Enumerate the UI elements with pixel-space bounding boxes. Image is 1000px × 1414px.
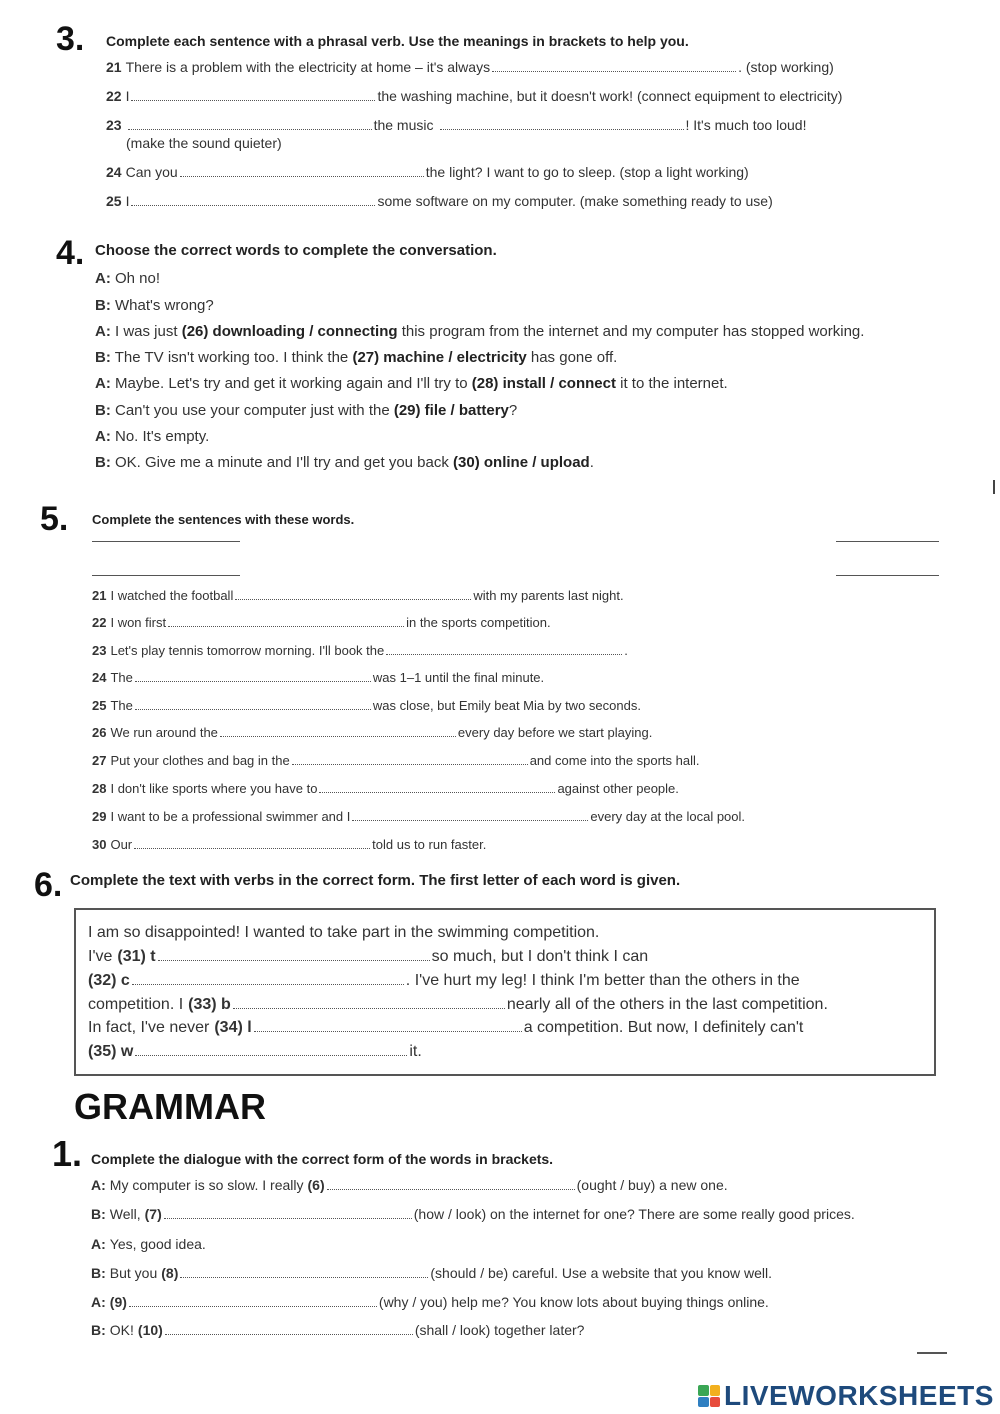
item-number: 21: [106, 59, 122, 75]
text-line: [88, 1019, 803, 1037]
ex5-item-23: [92, 643, 628, 658]
ex5-item-26: [92, 725, 652, 740]
answer-blank-27[interactable]: [292, 753, 528, 765]
logo-text: LIVEWORKSHEETS: [724, 1380, 994, 1411]
item-text-before: Can you: [125, 164, 178, 180]
answer-blank-32[interactable]: [132, 972, 404, 985]
line-text: Yes, good idea.: [109, 1236, 206, 1252]
liveworksheets-logo[interactable]: [698, 1380, 994, 1412]
speaker: B:: [95, 402, 111, 419]
grammar-heading: GRAMMAR: [74, 1086, 266, 1127]
item-text-after: was 1–1 until the final minute.: [372, 670, 545, 685]
answer-blank-10[interactable]: [165, 1323, 413, 1335]
exercise-4-instruction: Choose the correct words to complete the conversation.: [95, 242, 497, 259]
line-text: I've: [88, 948, 113, 965]
item-number: 29: [92, 809, 107, 824]
line-text: Maybe. Let's try and get it working again and I'll try to: [115, 375, 468, 392]
item-text-after: . (stop working): [738, 59, 834, 75]
choice-27[interactable]: (27) machine / electricity: [352, 349, 527, 366]
gap-label-34: (34) l: [214, 1019, 252, 1036]
answer-blank-22[interactable]: [168, 615, 404, 627]
speaker: A:: [91, 1294, 106, 1310]
item-number: 22: [92, 615, 107, 630]
answer-blank-34[interactable]: [254, 1019, 522, 1032]
speaker: B:: [91, 1322, 106, 1338]
ex5-item-29: [92, 809, 745, 824]
line-text: .: [589, 454, 594, 471]
line-text: a competition. But now, I definitely can't: [523, 1019, 804, 1036]
item-text-before: Let's play tennis tomorrow morning. I'll book the: [110, 643, 385, 658]
item-number: 28: [92, 781, 107, 796]
grammar-line: [91, 1236, 206, 1252]
corner-mark: [917, 1352, 947, 1354]
item-text-before: We run around the: [110, 725, 218, 740]
gap-label-6: (6): [307, 1177, 325, 1193]
line-text: (should / be) careful. Use a website that you know well.: [430, 1265, 773, 1281]
logo-icon: [698, 1385, 720, 1407]
line-text: (how / look) on the internet for one? There are some really good prices.: [413, 1206, 855, 1222]
speaker: A:: [95, 323, 111, 340]
answer-blank-24[interactable]: [180, 165, 424, 177]
answer-blank-21[interactable]: [235, 588, 471, 600]
line-text: it.: [409, 1043, 422, 1060]
answer-blank-6[interactable]: [327, 1178, 575, 1190]
dialogue-line: [95, 323, 864, 340]
item-text-after: against other people.: [557, 781, 679, 796]
line-text: OK. Give me a minute and I'll try and get you back: [115, 454, 449, 471]
ex3-item-21: [106, 59, 834, 75]
word-box-line: [92, 541, 240, 542]
speaker: B:: [95, 297, 111, 314]
item-text-after: told us to run faster.: [372, 837, 487, 852]
speaker: A:: [91, 1236, 106, 1252]
text-line: [88, 972, 800, 990]
edge-mark: [993, 480, 995, 494]
ex5-item-27: [92, 753, 700, 768]
dialogue-line: [95, 402, 517, 419]
item-text-before: The: [110, 698, 133, 713]
line-text: I am so disappointed! I wanted to take part in the swimming competition.: [88, 924, 600, 941]
dialogue-line: [95, 428, 209, 445]
line-text: has gone off.: [530, 349, 618, 366]
grammar-1-number: 1.: [52, 1133, 83, 1174]
dialogue-line: [95, 454, 594, 471]
item-text-after: with my parents last night.: [473, 588, 624, 603]
item-text-after: some software on my computer. (make something ready to use): [377, 193, 773, 209]
word-box-line: [836, 575, 939, 576]
line-text: this program from the internet and my computer has stopped working.: [401, 323, 865, 340]
item-text-after: the light? I want to go to sleep. (stop a light working): [425, 164, 749, 180]
line-text: so much, but I don't think I can: [431, 948, 649, 965]
line-text: it to the internet.: [620, 375, 728, 392]
answer-blank-30[interactable]: [134, 837, 370, 849]
exercise-5-instruction: Complete the sentences with these words.: [92, 512, 355, 527]
answer-blank-23b[interactable]: [440, 118, 684, 130]
grammar-line: [91, 1265, 772, 1281]
grammar-1-instruction: Complete the dialogue with the correct form of the words in brackets.: [91, 1151, 554, 1167]
line-text: No. It's empty.: [115, 428, 210, 445]
dialogue-line: [95, 349, 617, 366]
ex5-item-25: [92, 698, 641, 713]
item-number: 24: [92, 670, 107, 685]
item-text-before: There is a problem with the electricity at home – it's always: [125, 59, 491, 75]
line-text: competition. I: [88, 996, 184, 1013]
item-text-before: Put your clothes and bag in the: [110, 753, 290, 768]
item-text-after: the washing machine, but it doesn't work! (connect equipment to electricity): [377, 88, 843, 104]
grammar-line: [91, 1206, 855, 1222]
ex5-item-24: [92, 670, 544, 685]
answer-blank-7[interactable]: [164, 1207, 412, 1219]
line-text: In fact, I've never: [88, 1019, 210, 1036]
line-text: (ought / buy) a new one.: [576, 1177, 728, 1193]
item-text-before: I: [125, 193, 130, 209]
answer-blank-21[interactable]: [492, 60, 736, 72]
exercise-6-number: 6.: [34, 866, 63, 904]
logo-square: [710, 1397, 721, 1408]
answer-blank-23a[interactable]: [128, 118, 372, 130]
exercise-5-number: 5.: [40, 500, 69, 538]
choice-26[interactable]: (26) downloading / connecting: [181, 323, 398, 340]
choice-29[interactable]: (29) file / battery: [393, 402, 509, 419]
item-number: 22: [106, 88, 122, 104]
item-text-after: ! It's much too loud!: [685, 117, 807, 133]
answer-blank-24[interactable]: [135, 670, 371, 682]
line-text: My computer is so slow. I really: [109, 1177, 304, 1193]
answer-blank-33[interactable]: [233, 996, 505, 1009]
ex3-item-24: [106, 164, 749, 180]
item-text-before: I watched the football: [110, 588, 234, 603]
grammar-line: [91, 1294, 769, 1310]
speaker: B:: [91, 1206, 106, 1222]
text-line: [88, 1043, 422, 1061]
answer-blank-35[interactable]: [135, 1043, 407, 1056]
line-text: nearly all of the others in the last competition.: [506, 996, 828, 1013]
line-text: (shall / look) together later?: [414, 1322, 585, 1338]
answer-blank-22[interactable]: [131, 89, 375, 101]
line-text: The TV isn't working too. I think the: [114, 349, 349, 366]
speaker: A:: [95, 375, 111, 392]
ex3-item-22: [106, 88, 842, 104]
item-number: 24: [106, 164, 122, 180]
item-text-after: and come into the sports hall.: [529, 753, 700, 768]
item-text-before: I won first: [110, 615, 167, 630]
exercise-3-instruction: Complete each sentence with a phrasal verb. Use the meanings in brackets to help you.: [106, 33, 689, 49]
gap-label-35: (35) w: [88, 1043, 134, 1060]
gap-label-7: (7): [144, 1206, 162, 1222]
item-number: 23: [106, 117, 122, 133]
line-text: ?: [508, 402, 518, 419]
speaker: A:: [95, 270, 111, 287]
speaker: B:: [95, 349, 111, 366]
gap-label-9: (9): [109, 1294, 127, 1310]
answer-blank-25[interactable]: [135, 698, 371, 710]
item-text-before: I don't like sports where you have to: [110, 781, 318, 796]
exercise-6-instruction: Complete the text with verbs in the correct form. The first letter of each word is given.: [70, 872, 681, 889]
item-text-before: I: [125, 88, 130, 104]
speaker: A:: [91, 1177, 106, 1193]
line-text: . I've hurt my leg! I think I'm better than the others in the: [405, 972, 800, 989]
speaker: B:: [91, 1265, 106, 1281]
answer-blank-31[interactable]: [158, 948, 430, 961]
exercise-4-number: 4.: [56, 234, 85, 272]
text-line: [88, 924, 599, 942]
line-text: Well,: [109, 1206, 141, 1222]
ex5-item-30: [92, 837, 486, 852]
ex5-item-28: [92, 781, 679, 796]
choice-28[interactable]: (28) install / connect: [471, 375, 616, 392]
logo-square: [698, 1385, 709, 1396]
item-text-after: in the sports competition.: [406, 615, 551, 630]
dialogue-line: [95, 297, 214, 314]
grammar-line: [91, 1322, 584, 1338]
item-text-after: .: [624, 643, 628, 658]
choice-30[interactable]: (30) online / upload: [453, 454, 590, 471]
answer-blank-8[interactable]: [180, 1266, 428, 1278]
answer-blank-23[interactable]: [386, 643, 622, 655]
dialogue-line: [95, 270, 160, 287]
item-text-after: every day before we start playing.: [457, 725, 653, 740]
gap-label-10: (10): [137, 1322, 163, 1338]
item-number: 26: [92, 725, 107, 740]
line-text: Oh no!: [115, 270, 161, 287]
text-line: [88, 948, 648, 966]
dialogue-line: [95, 375, 728, 392]
line-text: What's wrong?: [115, 297, 214, 314]
word-box-line: [92, 575, 240, 576]
text-line: [88, 996, 828, 1014]
ex3-item-25: [106, 193, 773, 209]
gap-label-31: (31) t: [117, 948, 156, 965]
answer-blank-9[interactable]: [129, 1295, 377, 1307]
word-box-line: [836, 541, 939, 542]
ex3-item-23: [106, 117, 806, 133]
item-number: 25: [92, 698, 107, 713]
item-number: 25: [106, 193, 122, 209]
item-text-before: Our: [110, 837, 133, 852]
item-number: 30: [92, 837, 107, 852]
item-text-after: every day at the local pool.: [590, 809, 746, 824]
line-text: OK!: [109, 1322, 134, 1338]
item-hint: (make the sound quieter): [126, 135, 282, 151]
logo-square: [710, 1385, 721, 1396]
gap-label-33: (33) b: [188, 996, 231, 1013]
item-text-before: The: [110, 670, 133, 685]
line-text: I was just: [115, 323, 178, 340]
item-number: 27: [92, 753, 107, 768]
gap-label-8: (8): [161, 1265, 179, 1281]
gap-label-32: (32) c: [88, 972, 130, 989]
logo-square: [698, 1397, 709, 1408]
answer-blank-25[interactable]: [131, 194, 375, 206]
answer-blank-29[interactable]: [352, 809, 588, 821]
ex5-item-22: [92, 615, 551, 630]
item-number: 23: [92, 643, 107, 658]
item-text-middle: the music: [373, 117, 434, 133]
item-text-after: was close, but Emily beat Mia by two seconds.: [372, 698, 641, 713]
speaker: B:: [95, 454, 111, 471]
exercise-3-number: 3.: [56, 20, 85, 58]
item-text-before: I want to be a professional swimmer and I: [110, 809, 351, 824]
answer-blank-28[interactable]: [319, 781, 555, 793]
speaker: A:: [95, 428, 111, 445]
line-text: But you: [109, 1265, 158, 1281]
ex5-item-21: [92, 588, 624, 603]
grammar-line: [91, 1177, 728, 1193]
item-number: 21: [92, 588, 107, 603]
answer-blank-26[interactable]: [220, 725, 456, 737]
line-text: (why / you) help me? You know lots about buying things online.: [378, 1294, 769, 1310]
line-text: Can't you use your computer just with the: [115, 402, 390, 419]
